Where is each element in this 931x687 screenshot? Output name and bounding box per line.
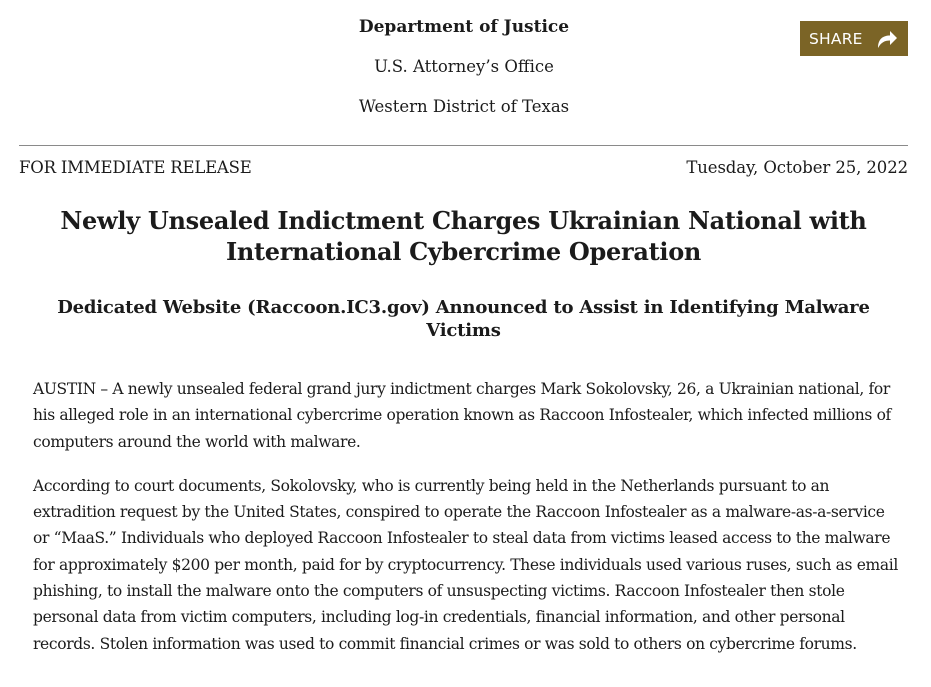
article-title: Newly Unsealed Indictment Charges Ukrainian National with International Cybercrime Operation (60, 206, 867, 266)
article-paragraph: AUSTIN – A newly unsealed federal grand jury indictment charges Mark Sokolovsky, 26, a Ukrainian national, for his alleged role in an international cybercrime operation known as Raccoon Infostealer, which infected millions of computers around the world with malware. (33, 380, 891, 451)
district-name: Western District of Texas (358, 97, 570, 116)
article-body (33, 376, 905, 675)
header-divider (19, 145, 908, 146)
release-info (19, 155, 908, 181)
share-label: SHARE (809, 29, 863, 48)
department-name: Department of Justice (358, 17, 570, 37)
release-date: Tuesday, October 25, 2022 (686, 158, 908, 177)
share-button[interactable] (800, 21, 908, 56)
office-name: U.S. Attorney’s Office (374, 57, 554, 76)
article-subtitle: Dedicated Website (Raccoon.IC3.gov) Announced to Assist in Identifying Malware Victims (57, 297, 870, 341)
share-arrow-icon (875, 27, 899, 51)
release-label: FOR IMMEDIATE RELEASE (19, 158, 252, 177)
agency-header (0, 14, 928, 134)
article-paragraph: According to court documents, Sokolovsky, who is currently being held in the Netherlands pursuant to an extradition request by the United States, conspired to operate the Raccoon Infostealer as a malware-as-a-service or “MaaS.” Individuals who deployed Raccoon Infostealer to steal data from victims leased access to the malware for approximately $200 per month, paid for by cryptocurrency. These individuals used various ruses, such as email phishing, to install the malware onto the computers of unsuspecting victims. Raccoon Infostealer then stole personal data from victim computers, including log-in credentials, financial information, and other personal records. Stolen information was used to commit financial crimes or was sold to others on cybercrime forums. (33, 476, 899, 653)
